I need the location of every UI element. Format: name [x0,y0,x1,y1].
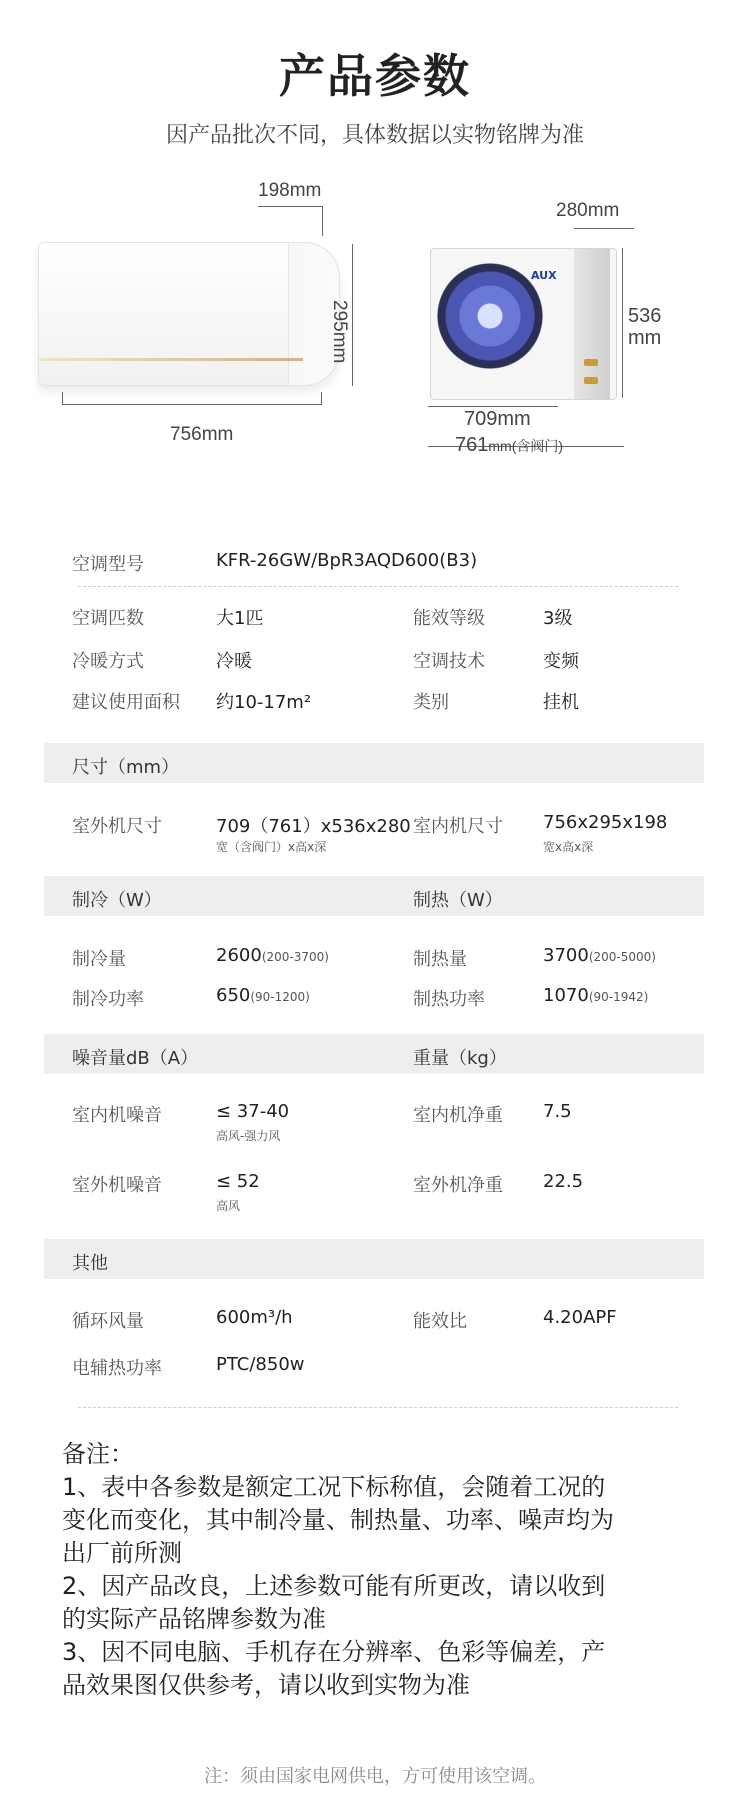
spec-value: 709（761）x536x280 [216,816,411,837]
spec-value: PTC/850w [216,1354,305,1375]
spec-note: 高风-强力风 [216,1129,281,1143]
spec-value-range: (90-1200) [250,990,310,1004]
spec-label: 能效等级 [413,608,485,629]
spec-value-main: 3700 [543,945,589,966]
notes-section [62,1438,702,1702]
indoor-depth-label: 198mm [258,180,322,201]
spec-label: 室内机噪音 [72,1105,162,1126]
section-title-size: 尺寸（mm） [72,757,180,778]
spec-value: 3级 [543,608,573,629]
outdoor-width-valve-suffix: mm(含阀门) [488,438,564,454]
spec-value [543,985,648,1006]
divider [78,586,678,587]
spec-value-main: 1070 [543,985,589,1006]
spec-label: 室外机尺寸 [72,816,162,837]
spec-value: 冷暖 [216,651,252,672]
notes-line: 的实际产品铭牌参数为准 [62,1605,326,1633]
spec-label: 空调技术 [413,651,485,672]
spec-label: 制冷量 [72,949,126,970]
spec-value-main: 650 [216,985,251,1006]
spec-value: 大1匹 [216,608,264,629]
outdoor-width-label: 709mm [464,408,531,430]
spec-label: 制冷功率 [72,989,144,1010]
spec-label: 能效比 [413,1311,467,1332]
spec-value [216,985,310,1006]
outdoor-height-line [622,248,623,398]
outdoor-depth-line [574,228,634,229]
spec-value: 约10-17m² [216,692,312,713]
spec-value [216,945,329,966]
spec-value-range: (200-5000) [588,950,656,964]
indoor-height-line [352,244,353,386]
spec-label: 类别 [413,692,449,713]
spec-value: 600m³/h [216,1307,293,1328]
indoor-height-label: 295mm [329,300,350,364]
spec-value: 7.5 [543,1101,572,1122]
section-title-other: 其他 [72,1253,108,1274]
indoor-depth-tick [322,206,323,236]
spec-label: 室外机净重 [413,1175,503,1196]
section-title-heating: 制热（W） [413,890,503,911]
notes-line: 1、表中各参数是额定工况下标称值，会随着工况的 [62,1473,606,1501]
page-title: 产品参数 [279,49,471,103]
spec-value-main: 2600 [216,945,262,966]
indoor-unit-gold-stripe [39,358,303,361]
outdoor-depth-label: 280mm [556,200,620,221]
spec-label: 制热功率 [413,989,485,1010]
spec-value: 变频 [543,651,579,672]
spec-label: 建议使用面积 [72,692,180,713]
spec-label: 空调匹数 [72,608,144,629]
notes-line: 品效果图仅供参考，请以收到实物为准 [62,1671,470,1699]
spec-value-range: (200-3700) [261,950,329,964]
spec-label: 制热量 [413,949,467,970]
divider [78,1407,678,1408]
spec-label: 室外机噪音 [72,1175,162,1196]
section-band-other [44,1239,704,1279]
spec-value: ≤ 52 [216,1171,260,1192]
section-title-cooling: 制冷（W） [72,890,162,911]
spec-label: 电辅热功率 [72,1358,162,1379]
spec-note: 宽x高x深 [543,840,594,854]
section-title-weight: 重量（kg） [413,1048,507,1069]
spec-value: 挂机 [543,692,579,713]
spec-label: 室内机尺寸 [413,816,503,837]
notes-line: 变化而变化，其中制冷量、制热量、功率、噪声均为 [62,1506,614,1534]
outdoor-width-valve-number: 761 [455,434,489,456]
spec-label: 冷暖方式 [72,651,144,672]
outdoor-height-label: 536 mm [628,305,662,349]
outdoor-width-line [428,406,558,407]
spec-value: ≤ 37-40 [216,1101,290,1122]
spec-model-label: 空调型号 [72,554,144,575]
outdoor-unit-image [430,248,617,400]
notes-title: 备注： [62,1440,134,1468]
spec-value: 22.5 [543,1171,584,1192]
spec-value: 756x295x198 [543,812,668,833]
outdoor-width-valve-label [455,434,563,457]
outdoor-fan-graphic [437,263,543,369]
spec-value-range: (90-1942) [588,990,649,1004]
footer-note: 注：须由国家电网供电，方可使用该空调。 [204,1766,546,1787]
indoor-width-label: 756mm [170,424,234,445]
indoor-unit-image [38,242,340,386]
notes-line: 3、因不同电脑、手机存在分辨率、色彩等偏差，产 [62,1638,606,1666]
notes-line: 出厂前所测 [62,1539,182,1567]
spec-value [543,945,656,966]
page-subtitle: 因产品批次不同，具体数据以实物铭牌为准 [165,123,584,148]
notes-line: 2、因产品改良，上述参数可能有所更改，请以收到 [62,1572,606,1600]
indoor-depth-line [258,206,322,207]
indoor-width-line [62,392,322,405]
spec-label: 室内机净重 [413,1105,503,1126]
spec-note: 宽（含阀门）x高x深 [216,840,327,854]
spec-value: 4.20APF [543,1307,617,1328]
spec-label: 循环风量 [72,1311,144,1332]
outdoor-brand-logo: AUX [531,269,557,282]
outdoor-valve-panel [574,249,610,399]
section-title-noise: 噪音量dB（A） [72,1048,199,1069]
spec-note: 高风 [216,1199,241,1213]
spec-model-value: KFR-26GW/BpR3AQD600(B3) [216,550,478,571]
